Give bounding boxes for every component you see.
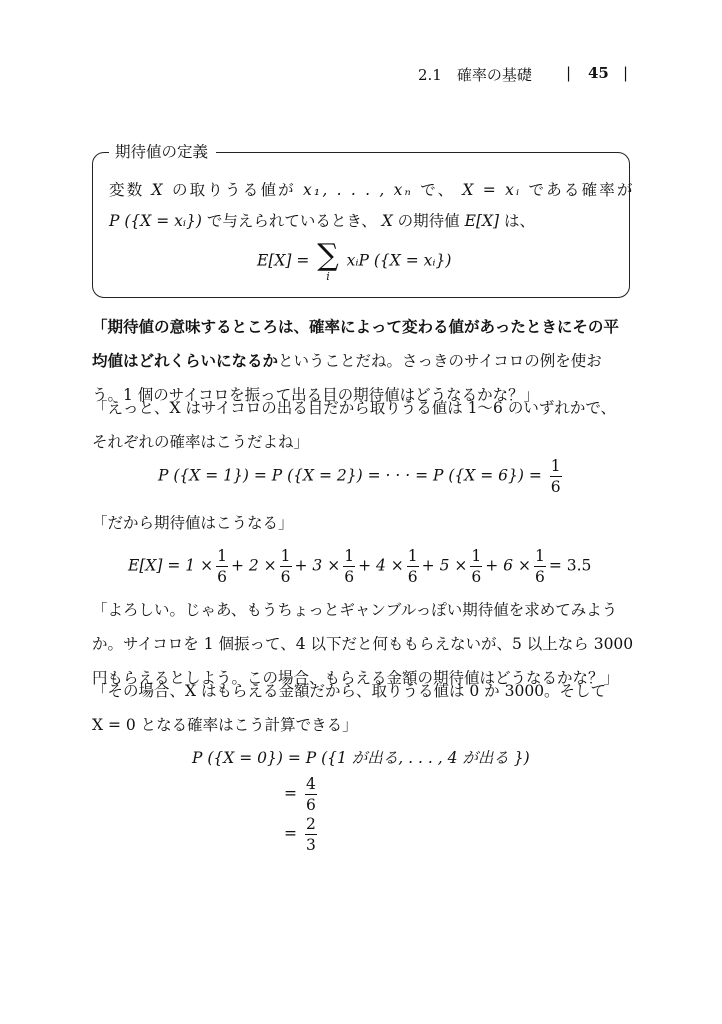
fraction xyxy=(534,546,546,587)
fraction xyxy=(305,814,317,855)
fraction xyxy=(280,546,292,587)
text-fragment: で、 xyxy=(420,181,456,199)
text-fragment: は、 xyxy=(504,212,536,230)
denominator: 6 xyxy=(534,568,545,586)
numerator: 1 xyxy=(407,547,418,565)
numerator: 4 xyxy=(305,775,316,793)
page-number: 45 xyxy=(588,64,609,82)
text-line: か。サイコロを 1 個振って、4 以下だと何ももらえないが、5 以上なら 3000 xyxy=(92,635,634,653)
fraction xyxy=(407,546,419,587)
text-line: 「よろしい。じゃあ、もうちょっとギャンブルっぽい期待値を求めてみよう xyxy=(92,601,618,619)
bold-text: 均値はどれくらいになるか xyxy=(92,351,279,370)
denominator: 6 xyxy=(550,478,561,496)
bold-text: 「期待値の意味するところは、確率によって変わる値があったときにその平 xyxy=(92,317,619,336)
paragraph-5 xyxy=(92,674,632,742)
equation-zero-probability-line-3 xyxy=(284,814,320,855)
math-values: x₁, . . . , xₙ xyxy=(302,181,414,199)
numerator: 1 xyxy=(471,547,482,565)
equals-sign: = xyxy=(284,784,297,803)
text-line: う。1 個のサイコロを振って出る目の期待値はどうなるかな？」 xyxy=(92,386,540,404)
denominator: 6 xyxy=(407,568,418,586)
text-fragment: の期待値 xyxy=(397,212,460,230)
formula-rhs: xᵢP ({X = xᵢ}) xyxy=(346,251,452,270)
numerator: 1 xyxy=(534,547,545,565)
equation-term: + 3 × xyxy=(294,556,341,575)
formula xyxy=(257,238,452,283)
fraction xyxy=(470,546,482,587)
denominator: 6 xyxy=(217,568,227,586)
equation-uniform-probabilities xyxy=(158,456,565,497)
numerator: 1 xyxy=(550,457,561,475)
equation-result: = 3.5 xyxy=(548,556,592,575)
fraction xyxy=(550,456,562,497)
equation-text: P ({X = 0}) = P ({1 が出る, . . . , 4 が出る }) xyxy=(192,749,530,767)
denominator: 6 xyxy=(344,568,355,586)
numerator: 1 xyxy=(280,547,291,565)
fraction xyxy=(216,546,228,587)
definition-box xyxy=(92,143,635,298)
sum-index: i xyxy=(326,270,330,283)
fraction xyxy=(305,774,317,815)
text-fragment: の取りうる値が xyxy=(171,181,296,199)
math-var: X xyxy=(381,212,393,230)
text-line: 円もらえるとしよう。この場合、もらえる金額の期待値はどうなるかな？」 xyxy=(92,669,620,687)
header-separator: | xyxy=(566,64,572,82)
text-line: 「その場合、X はもらえる金額だから、取りうる値は 0 か 3000。そして xyxy=(92,682,607,700)
equation-term: + 6 × xyxy=(485,556,531,575)
text-fragment: ということだね。さっきのサイコロの例を使お xyxy=(278,352,602,370)
math-expectation: E[X] xyxy=(464,212,500,230)
denominator: 3 xyxy=(305,836,316,854)
fraction xyxy=(343,546,355,587)
equation-expected-value xyxy=(128,546,591,587)
header-section-title: 2.1 確率の基礎 xyxy=(418,66,532,84)
text-fragment: である確率が xyxy=(528,181,635,199)
equation-zero-probability-line-1 xyxy=(192,746,530,768)
equation-term: + 2 × xyxy=(230,556,277,575)
paragraph-2 xyxy=(92,391,632,459)
math-equation: X = xᵢ xyxy=(462,181,522,199)
equation-zero-probability-line-2 xyxy=(284,774,320,815)
math-var: X xyxy=(151,181,165,199)
text-line: それぞれの確率はこうだよね」 xyxy=(92,433,310,451)
paragraph-3 xyxy=(92,506,632,540)
sigma-symbol: ∑ xyxy=(317,238,339,273)
definition-title: 期待値の定義 xyxy=(109,141,216,163)
definition-line-2 xyxy=(109,206,615,237)
equation-text: P ({X = 1}) = P ({X = 2}) = · · · = P ({X = 6}) = xyxy=(158,466,542,485)
equation-term: + 4 × xyxy=(358,556,404,575)
equals-sign: = xyxy=(284,824,297,843)
definition-body xyxy=(109,175,635,297)
text-line: 「だから期待値はこうなる」 xyxy=(92,514,294,532)
numerator: 1 xyxy=(344,547,355,565)
numerator: 2 xyxy=(305,815,316,833)
formula-lhs: E[X] = xyxy=(257,251,310,270)
equation-term: E[X] = 1 × xyxy=(128,556,214,575)
text-fragment: 変数 xyxy=(109,181,145,199)
header-separator: | xyxy=(623,64,629,82)
denominator: 6 xyxy=(471,568,482,586)
denominator: 6 xyxy=(305,796,316,814)
definition-formula xyxy=(109,237,615,297)
math-prob: P ({X = xᵢ}) xyxy=(109,212,202,230)
running-header xyxy=(0,64,722,86)
equation-term: + 5 × xyxy=(421,556,468,575)
text-line: X = 0 となる確率はこう計算できる」 xyxy=(92,716,358,734)
text-fragment: で与えられているとき、 xyxy=(206,212,377,230)
text-line: 「えっと、X はサイコロの出る目だから取りうる値は 1〜6 のいずれかで、 xyxy=(92,399,617,417)
numerator: 1 xyxy=(217,547,227,565)
definition-line-1 xyxy=(109,175,635,206)
summation xyxy=(317,238,339,283)
denominator: 6 xyxy=(280,568,291,586)
